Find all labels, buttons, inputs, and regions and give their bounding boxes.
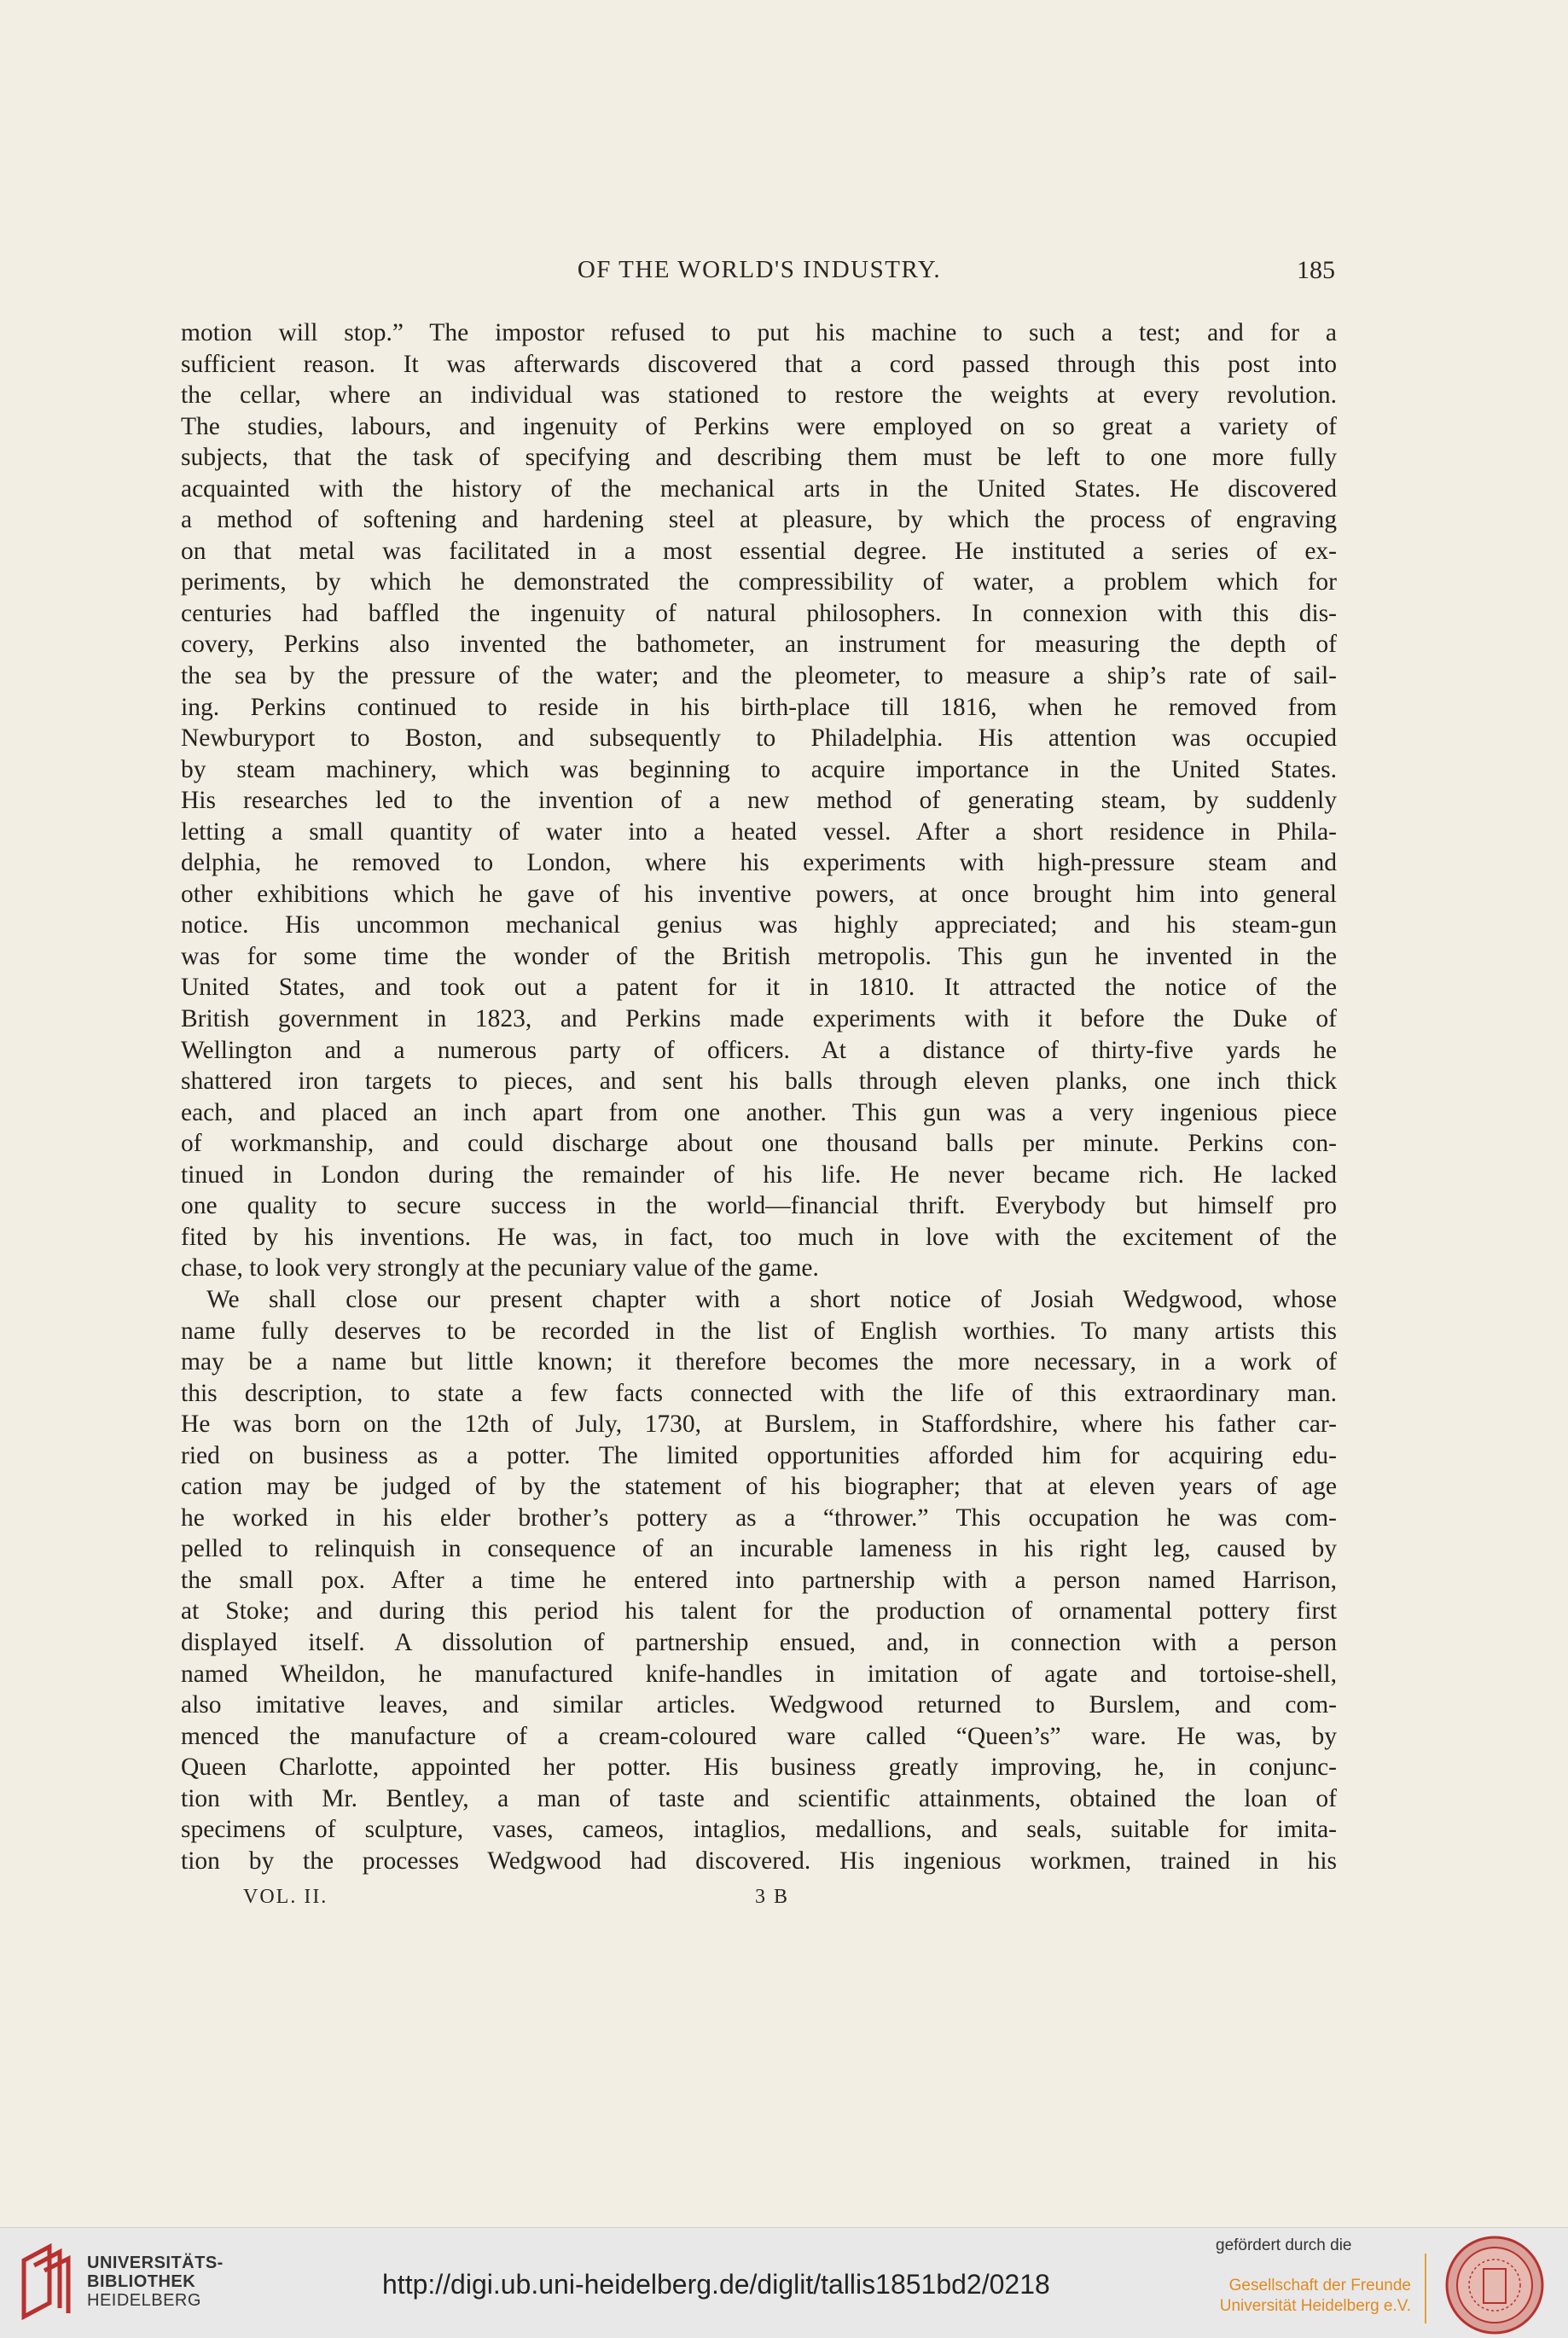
text-line: delphia, he removed to London, where his experiments with high-pressure steam and: [181, 849, 1337, 877]
text-line: He was born on the 12th of July, 1730, at Burslem, in Staffordshire, where his father car-: [181, 1410, 1337, 1439]
text-line: the cellar, where an individual was stationed to restore the weights at every revolution.: [181, 381, 1337, 410]
text-line: His researches led to the invention of a new method of generating steam, by suddenly: [181, 787, 1337, 815]
volume-label: VOL. II.: [243, 1886, 328, 1908]
sponsor-name-line2: Universität Heidelberg e.V.: [1219, 2297, 1411, 2315]
text-line: Wellington and a numerous party of officers. At a distance of thirty-five yards he: [181, 1036, 1337, 1064]
text-line: at Stoke; and during this period his talent for the production of ornamental pottery first: [181, 1597, 1337, 1626]
text-line: each, and placed an inch apart from one another. This gun was a very ingenious piece: [181, 1098, 1337, 1126]
text-line: We shall close our present chapter with a short notice of Josiah Wedgwood, whose: [206, 1285, 1337, 1313]
text-line: shattered iron targets to pieces, and sent his balls through eleven planks, one inch thick: [181, 1067, 1337, 1096]
text-line: one quality to secure success in the world—financial thrift. Everybody but himself pro: [181, 1192, 1337, 1220]
library-bar: [0, 2227, 1568, 2338]
text-line: other exhibitions which he gave of his inventive powers, at once brought him into general: [181, 880, 1337, 908]
library-name-line2: BIBLIOTHEK: [87, 2272, 196, 2291]
text-line: also imitative leaves, and similar articles. Wedgwood returned to Burslem, and com-: [181, 1691, 1337, 1719]
text-line: tion by the processes Wedgwood had discovered. His ingenious workmen, trained in his: [181, 1847, 1337, 1875]
body-text: [181, 317, 1337, 1876]
text-line: periments, by which he demonstrated the compressibility of water, a problem which for: [181, 568, 1337, 596]
text-line: specimens of sculpture, vases, cameos, intaglios, medallions, and seals, suitable for imita-: [181, 1816, 1337, 1844]
text-line: letting a small quantity of water into a heated vessel. After a short residence in Phila-: [181, 817, 1337, 846]
sponsor-divider: [1425, 2254, 1426, 2323]
text-line: the sea by the pressure of the water; and the pleometer, to measure a ship’s rate of sail-: [181, 662, 1337, 690]
text-line: displayed itself. A dissolution of partnership ensued, and, in connection with a person: [181, 1628, 1337, 1656]
permalink-url[interactable]: http://digi.ub.uni-heidelberg.de/diglit/tallis1851bd2/0218: [382, 2269, 1050, 2300]
text-line: the small pox. After a time he entered into partnership with a person named Harrison,: [181, 1566, 1337, 1594]
page-header: [183, 256, 1335, 297]
university-seal-icon: [1444, 2235, 1545, 2335]
sponsor-name-line1: Gesellschaft der Freunde: [1228, 2277, 1411, 2294]
text-line: named Wheildon, he manufactured knife-handles in imitation of agate and tortoise-shell,: [181, 1660, 1337, 1688]
text-line: ried on business as a potter. The limited opportunities afforded him for acquiring edu-: [181, 1441, 1337, 1469]
text-line: motion will stop.” The impostor refused to put his machine to such a test; and for a: [181, 319, 1337, 346]
text-line: covery, Perkins also invented the bathometer, an instrument for measuring the depth of: [181, 631, 1337, 659]
signature-mark: 3 B: [755, 1886, 790, 1908]
text-line: Queen Charlotte, appointed her potter. His business greatly improving, he, in conjunc-: [181, 1754, 1337, 1782]
library-name-line3: HEIDELBERG: [87, 2291, 201, 2310]
text-line: on that metal was facilitated in a most essential degree. He instituted a series of ex-: [181, 537, 1337, 565]
sponsor-name: [1211, 2276, 1411, 2317]
text-line: pelled to relinquish in consequence of an incurable lameness in his right leg, caused by: [181, 1535, 1337, 1563]
text-line: may be a name but little known; it therefore becomes the more necessary, in a work of: [181, 1348, 1337, 1376]
text-line: ing. Perkins continued to reside in his birth-place till 1816, when he removed from: [181, 693, 1337, 721]
text-line: notice. His uncommon mechanical genius was highly appreciated; and his steam-gun: [181, 911, 1337, 939]
text-line: he worked in his elder brother’s pottery as a “thrower.” This occupation he was com-: [181, 1503, 1337, 1532]
text-line: Newburyport to Boston, and subsequently to Philadelphia. His attention was occupied: [181, 724, 1337, 753]
text-line: tinued in London during the remainder of his life. He never became rich. He lacked: [181, 1160, 1337, 1189]
library-name: [87, 2254, 224, 2310]
text-line: subjects, that the task of specifying and describing them must be left to one more fully: [181, 444, 1337, 472]
text-line: a method of softening and hardening steel at pleasure, by which the process of engraving: [181, 506, 1337, 534]
text-line: cation may be judged of by the statement of his biographer; that at eleven years of age: [181, 1473, 1337, 1501]
library-logo-icon: [15, 2243, 72, 2322]
page-number: 185: [1297, 256, 1335, 284]
text-line: sufficient reason. It was afterwards discovered that a cord passed through this post into: [181, 350, 1337, 378]
text-line: chase, to look very strongly at the pecuniary value of the game.: [181, 1254, 819, 1282]
text-line: British government in 1823, and Perkins made experiments with it before the Duke of: [181, 1005, 1337, 1033]
text-line: tion with Mr. Bentley, a man of taste and scientific attainments, obtained the loan of: [181, 1784, 1337, 1812]
text-line: United States, and took out a patent for it in 1810. It attracted the notice of the: [181, 974, 1337, 1002]
text-line: this description, to state a few facts connected with the life of this extraordinary man.: [181, 1379, 1337, 1407]
text-line: fited by his inventions. He was, in fact, too much in love with the excitement of the: [181, 1223, 1337, 1251]
text-line: The studies, labours, and ingenuity of Perkins were employed on so great a variety of: [181, 412, 1337, 440]
library-name-line1: UNIVERSITÄTS-: [87, 2254, 224, 2272]
text-line: of workmanship, and could discharge about one thousand balls per minute. Perkins con-: [181, 1130, 1337, 1158]
text-line: name fully deserves to be recorded in the list of English worthies. To many artists this: [181, 1317, 1337, 1345]
running-title: OF THE WORLD'S INDUSTRY.: [577, 256, 942, 283]
page-footer: [243, 1886, 840, 1920]
text-line: centuries had baffled the ingenuity of natural philosophers. In connexion with this dis-: [181, 599, 1337, 627]
text-line: by steam machinery, which was beginning to acquire importance in the United States.: [181, 755, 1337, 783]
text-line: menced the manufacture of a cream-coloured ware called “Queen’s” ware. He was, by: [181, 1722, 1337, 1750]
text-line: was for some time the wonder of the British metropolis. This gun he invented in the: [181, 942, 1337, 970]
text-line: acquainted with the history of the mechanical arts in the United States. He discovered: [181, 474, 1337, 503]
sponsor-label: gefördert durch die: [1216, 2236, 1352, 2254]
